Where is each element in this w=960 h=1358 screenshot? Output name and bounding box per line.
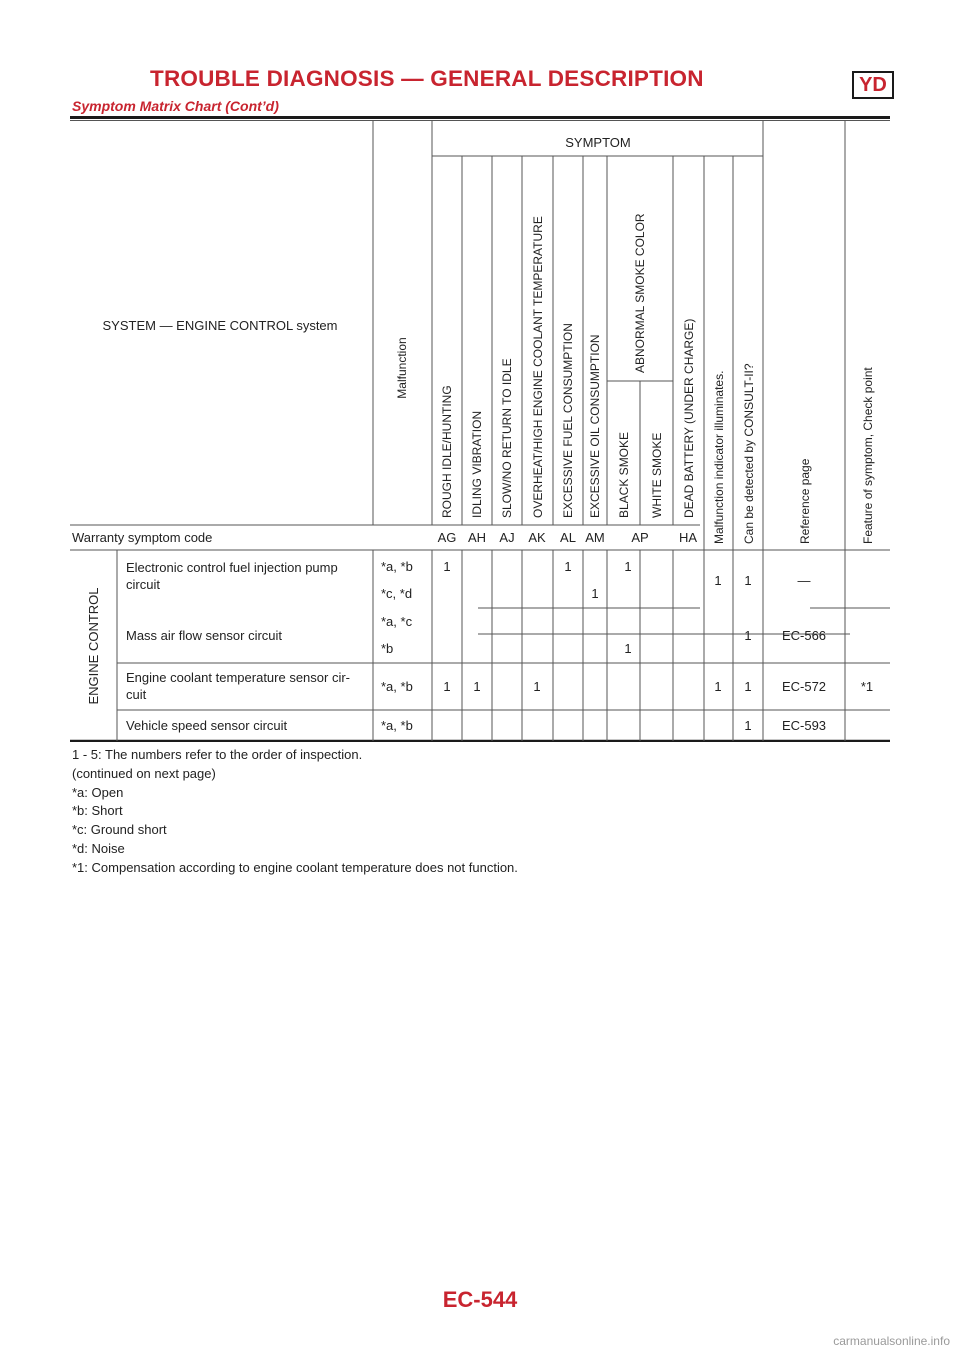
row-pump-rough: 1 [443,559,451,574]
page-title: TROUBLE DIAGNOSIS — GENERAL DESCRIPTION [150,66,704,91]
symptom-matrix-table [70,120,890,742]
code-am: AM [585,530,605,545]
col-malfunction-indicator: Malfunction indicator illuminates. [712,370,726,544]
col-excess-oil: EXCESSIVE OIL CONSUMPTION [588,334,602,518]
malfunction-header: Malfunction [395,337,409,399]
row-pump-mal-2: *c, *d [381,586,413,601]
note-short: *b: Short [72,803,123,819]
row-ect-feature: *1 [860,679,874,694]
col-white-smoke: WHITE SMOKE [650,432,664,518]
col-black-smoke: BLACK SMOKE [617,431,631,518]
row-vss-reference: EC-593 [781,718,827,733]
row-pump-mil: 1 [714,573,722,588]
row-vss-mal: *a, *b [381,718,413,733]
col-feature: Feature of symptom, Check point [861,367,875,544]
note-inspection-order: 1 - 5: The numbers refer to the order of inspection. [72,747,363,762]
row-pump-reference: — [797,573,811,588]
col-reference-page: Reference page [798,458,812,544]
col-overheat: OVERHEAT/HIGH ENGINE COOLANT TEMPERATURE [531,216,545,518]
col-consult: Can be detected by CONSULT-II? [742,363,756,544]
note-continued: (continued on next page) [72,765,216,781]
warranty-label: Warranty symptom code [72,530,213,545]
row-ect-name-1: Engine coolant temperature sensor cir- [126,670,351,685]
row-maf-name: Mass air flow sensor circuit [126,628,283,643]
col-dead-battery: DEAD BATTERY (UNDER CHARGE) [682,318,696,518]
row-vss-consult: 1 [744,718,752,733]
code-ap: AP [631,530,649,545]
code-ha: HA [678,530,698,545]
row-ect-consult: 1 [744,679,752,694]
row-maf-black-smoke: 1 [624,641,632,656]
row-ect-overheat: 1 [533,679,541,694]
row-ect-reference: EC-572 [781,679,827,694]
code-ak: AK [528,530,546,545]
note-noise: *d: Noise [72,840,125,856]
row-pump-name-1: Electronic control fuel injection pump [126,560,338,575]
row-vss-name: Vehicle speed sensor circuit [126,718,288,733]
page-number: EC-544 [442,1287,518,1312]
table-row [126,614,826,656]
row-maf-consult: 1 [744,628,752,643]
row-pump-excess-oil: 1 [591,586,599,601]
col-rough-idle: ROUGH IDLE/HUNTING [440,385,454,518]
row-pump-black-smoke: 1 [624,559,632,574]
engine-badge: YD [852,71,894,99]
note-compensation: *1: Compensation according to engine coolant temperature does not function. [72,859,518,875]
row-ect-name-2: cuit [126,687,147,702]
group-engine-control: ENGINE CONTROL [86,587,101,705]
table-row [126,559,811,601]
row-ect-mil: 1 [714,679,722,694]
row-pump-mal-1: *a, *b [381,559,413,574]
col-abnormal-smoke: ABNORMAL SMOKE COLOR [633,213,647,373]
code-ag: AG [437,530,457,545]
code-ah: AH [467,530,487,545]
note-ground-short: *c: Ground short [72,822,167,838]
col-excess-fuel: EXCESSIVE FUEL CONSUMPTION [561,323,575,518]
system-label: SYSTEM — ENGINE CONTROL system [102,318,338,333]
col-idling-vibration: IDLING VIBRATION [470,410,484,518]
col-slow-return: SLOW/NO RETURN TO IDLE [500,358,514,518]
footnotes [72,746,518,878]
watermark: carmanualsonline.info [833,1334,950,1348]
note-open: *a: Open [72,784,124,800]
row-pump-name-2: circuit [126,577,160,592]
table-row [126,670,873,702]
row-ect-mal: *a, *b [381,679,413,694]
code-al: AL [560,530,576,545]
row-pump-consult: 1 [744,573,752,588]
row-ect-idling: 1 [473,679,481,694]
row-maf-mal-1: *a, *c [381,614,413,629]
header-rule [70,116,890,119]
symptom-header: SYMPTOM [565,135,631,150]
row-pump-excess-fuel: 1 [564,559,572,574]
code-aj: AJ [499,530,515,545]
table-row [126,718,826,733]
page-subtitle: Symptom Matrix Chart (Cont’d) [72,98,279,114]
row-ect-rough: 1 [443,679,451,694]
row-maf-mal-2: *b [381,641,394,656]
row-maf-reference: EC-566 [781,628,827,643]
